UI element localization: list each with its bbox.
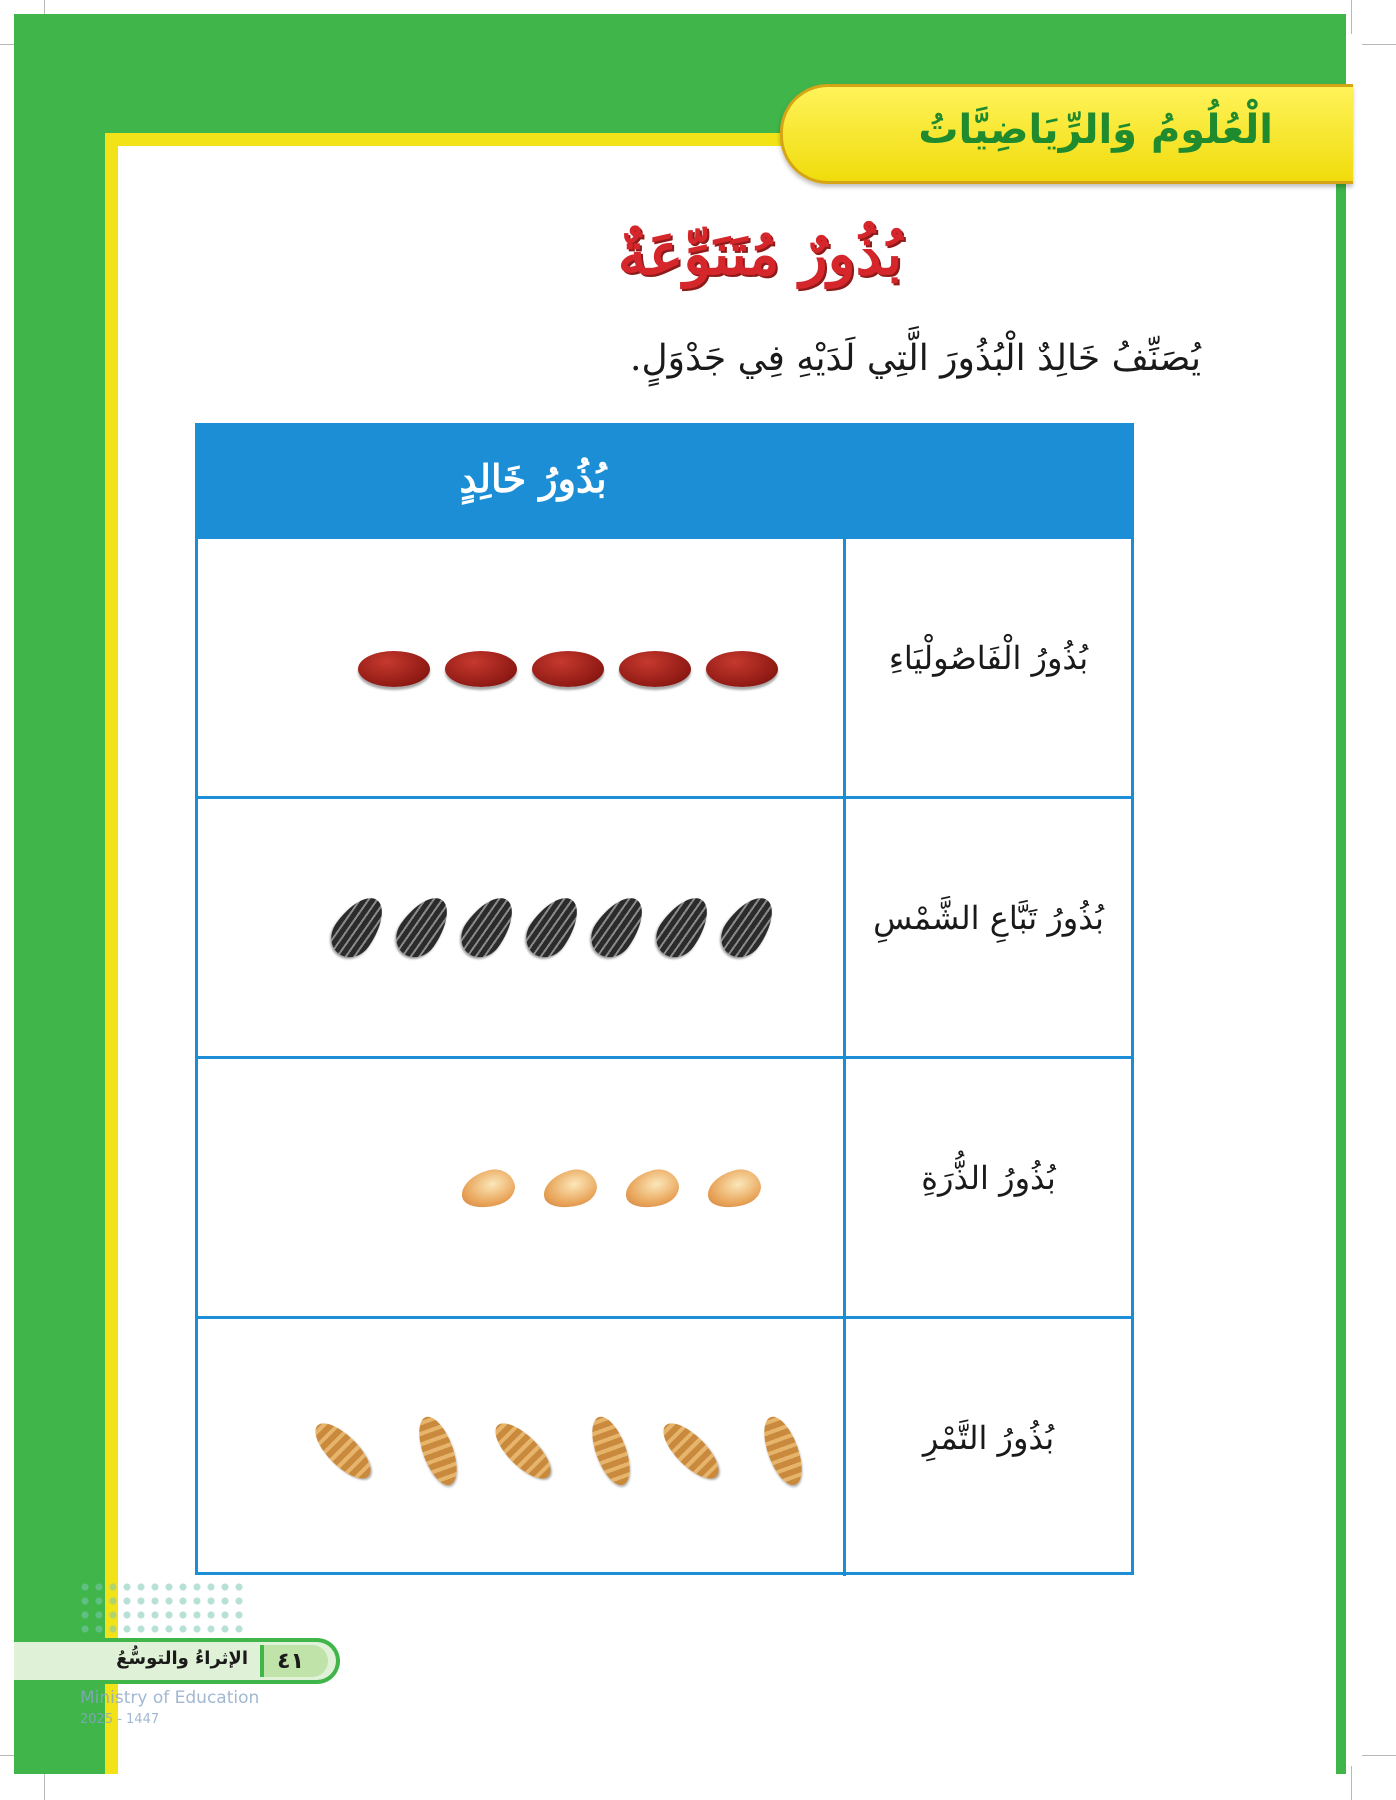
seed-group-dates — [198, 1319, 843, 1576]
corn-kernel-icon — [703, 1165, 764, 1214]
sunflower-seed-icon — [323, 888, 394, 965]
footer-section-label: الإثراءُ والتوسُّعُ — [116, 1648, 248, 1669]
subject-banner-text: الْعُلُومُ وَالرِّيَاضِيَّاتُ — [918, 107, 1273, 153]
sunflower-seed-icon — [713, 888, 784, 965]
date-seed-icon — [307, 1415, 379, 1487]
table-row-corn — [198, 1056, 1131, 1316]
table-row-dates — [198, 1316, 1131, 1576]
kidney-bean-icon — [445, 651, 517, 687]
row-label: بُذُورُ الذُّرَةِ — [921, 1159, 1056, 1197]
page-number-box — [260, 1645, 328, 1677]
seeds-table — [195, 423, 1134, 1575]
intro-text: يُصَنِّفُ خَالِدٌ الْبُذُورَ الَّتِي لَدَيْهِ فِي جَدْوَلٍ. — [630, 338, 1201, 379]
table-row-sunflower — [198, 796, 1131, 1056]
crop-mark — [1362, 1755, 1396, 1756]
kidney-bean-icon — [532, 651, 604, 687]
sunflower-seed-icon — [518, 888, 589, 965]
kidney-bean-icon — [619, 651, 691, 687]
date-seed-icon — [412, 1412, 465, 1490]
footer-tab — [14, 1638, 340, 1684]
crop-mark — [1362, 44, 1396, 45]
corn-kernel-icon — [539, 1165, 600, 1214]
row-label: بُذُورُ الْفَاصُولْيَاءِ — [888, 639, 1089, 677]
table-header — [198, 426, 1131, 536]
date-seed-icon — [585, 1412, 638, 1490]
table-row-beans — [198, 536, 1131, 796]
corn-kernel-icon — [621, 1165, 682, 1214]
sunflower-seed-icon — [453, 888, 524, 965]
crop-mark — [1351, 1766, 1352, 1800]
sunflower-seed-icon — [388, 888, 459, 965]
page-number: ٤١ — [277, 1649, 304, 1674]
row-label: بُذُورُ التَّمْرِ — [922, 1419, 1055, 1457]
green-frame-edge — [1336, 14, 1346, 1774]
seed-group-corn — [198, 1059, 843, 1316]
subject-banner — [780, 84, 1353, 184]
table-header-text: بُذُورُ خَالِدٍ — [459, 456, 607, 501]
crop-mark — [1351, 0, 1352, 34]
ministry-logo-icon — [78, 1580, 248, 1640]
seed-group-sunflower — [198, 799, 843, 1056]
date-seed-icon — [655, 1415, 727, 1487]
page-title: بُذُورٌ مُتَنَوِّعَةٌ — [617, 220, 903, 288]
sunflower-seed-icon — [583, 888, 654, 965]
sunflower-seed-icon — [648, 888, 719, 965]
kidney-bean-icon — [706, 651, 778, 687]
date-seed-icon — [757, 1412, 810, 1490]
kidney-bean-icon — [358, 651, 430, 687]
year-watermark: 2025 - 1447 — [80, 1712, 160, 1727]
corn-kernel-icon — [457, 1165, 518, 1214]
seed-group-beans — [198, 539, 843, 796]
row-label: بُذُورُ تَبَّاعِ الشَّمْسِ — [873, 899, 1104, 937]
date-seed-icon — [487, 1415, 559, 1487]
ministry-watermark: Ministry of Education — [80, 1688, 260, 1708]
